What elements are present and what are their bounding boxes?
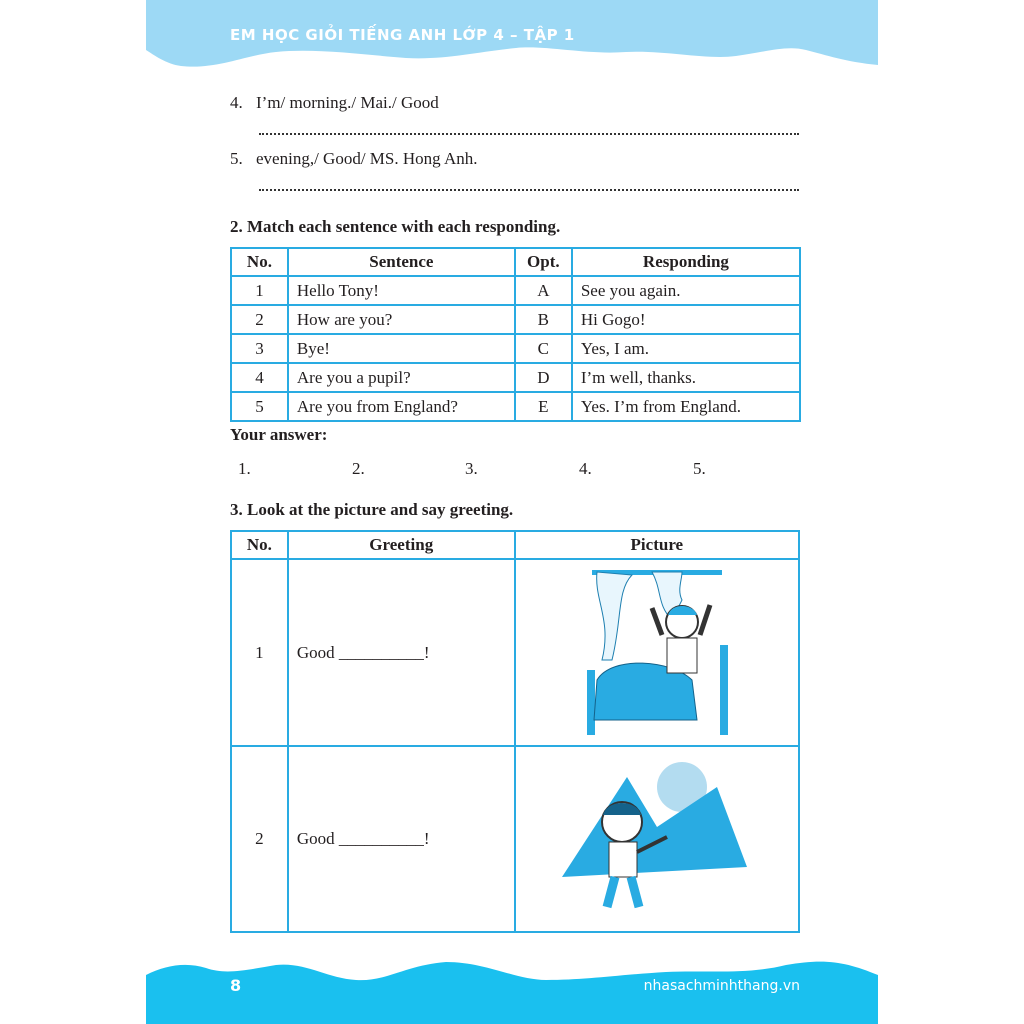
cell: 4 [231, 363, 288, 392]
answer-4[interactable]: 4. [579, 459, 592, 478]
cell: E [515, 392, 572, 421]
col-header: No. [231, 531, 288, 559]
cell: 2 [231, 746, 288, 932]
greeting-blank[interactable]: Good __________! [288, 746, 515, 932]
cell: Hi Gogo! [572, 305, 800, 334]
cell: 1 [231, 559, 288, 746]
cell: 5 [231, 392, 288, 421]
cell: Are you a pupil? [288, 363, 515, 392]
col-header: Greeting [288, 531, 515, 559]
answer-3[interactable]: 3. [465, 459, 478, 478]
cell: See you again. [572, 276, 800, 305]
table-row [231, 305, 800, 334]
cell: I’m well, thanks. [572, 363, 800, 392]
answer-5[interactable]: 5. [693, 459, 706, 478]
page-number: 8 [230, 976, 242, 995]
cell: Hello Tony! [288, 276, 515, 305]
morning-wakeup-illustration [582, 560, 732, 740]
table-row [231, 334, 800, 363]
answer-1[interactable]: 1. [238, 459, 251, 478]
table-row [231, 363, 800, 392]
cell: A [515, 276, 572, 305]
cell: 3 [231, 334, 288, 363]
answer-line-5[interactable] [259, 189, 799, 191]
col-header: No. [231, 248, 288, 276]
table-row [231, 559, 799, 746]
col-header: Sentence [288, 248, 515, 276]
cell: D [515, 363, 572, 392]
table-row [231, 392, 800, 421]
book-title: EM HỌC GIỎI TIẾNG ANH LỚP 4 – TẬP 1 [230, 26, 575, 44]
table-row [231, 276, 800, 305]
picture-cell [515, 559, 799, 746]
cell: How are you? [288, 305, 515, 334]
col-header: Opt. [515, 248, 572, 276]
table-row [231, 746, 799, 932]
exercise-2-title: 2. Match each sentence with each responding. [230, 217, 561, 236]
cell: Yes. I’m from England. [572, 392, 800, 421]
item-5-text: evening,/ Good/ MS. Hong Anh. [256, 149, 478, 168]
col-header: Picture [515, 531, 799, 559]
evening-walk-illustration [557, 757, 757, 917]
cell: 1 [231, 276, 288, 305]
item-4-text: I’m/ morning./ Mai./ Good [256, 93, 439, 112]
cell: 2 [231, 305, 288, 334]
item-4-number: 4. [230, 93, 243, 112]
col-header: Responding [572, 248, 800, 276]
greeting-table [230, 530, 800, 933]
cell: Bye! [288, 334, 515, 363]
exercise-3-title: 3. Look at the picture and say greeting. [230, 500, 514, 519]
greeting-blank[interactable]: Good __________! [288, 559, 515, 746]
publisher-site: nhasachminhthang.vn [643, 978, 800, 994]
item-5-number: 5. [230, 149, 243, 168]
answer-line-4[interactable] [259, 133, 799, 135]
cell: C [515, 334, 572, 363]
your-answer-label: Your answer: [230, 425, 328, 444]
cell: B [515, 305, 572, 334]
cell: Yes, I am. [572, 334, 800, 363]
match-table [230, 247, 801, 422]
cell: Are you from England? [288, 392, 515, 421]
answer-2[interactable]: 2. [352, 459, 365, 478]
picture-cell [515, 746, 799, 932]
